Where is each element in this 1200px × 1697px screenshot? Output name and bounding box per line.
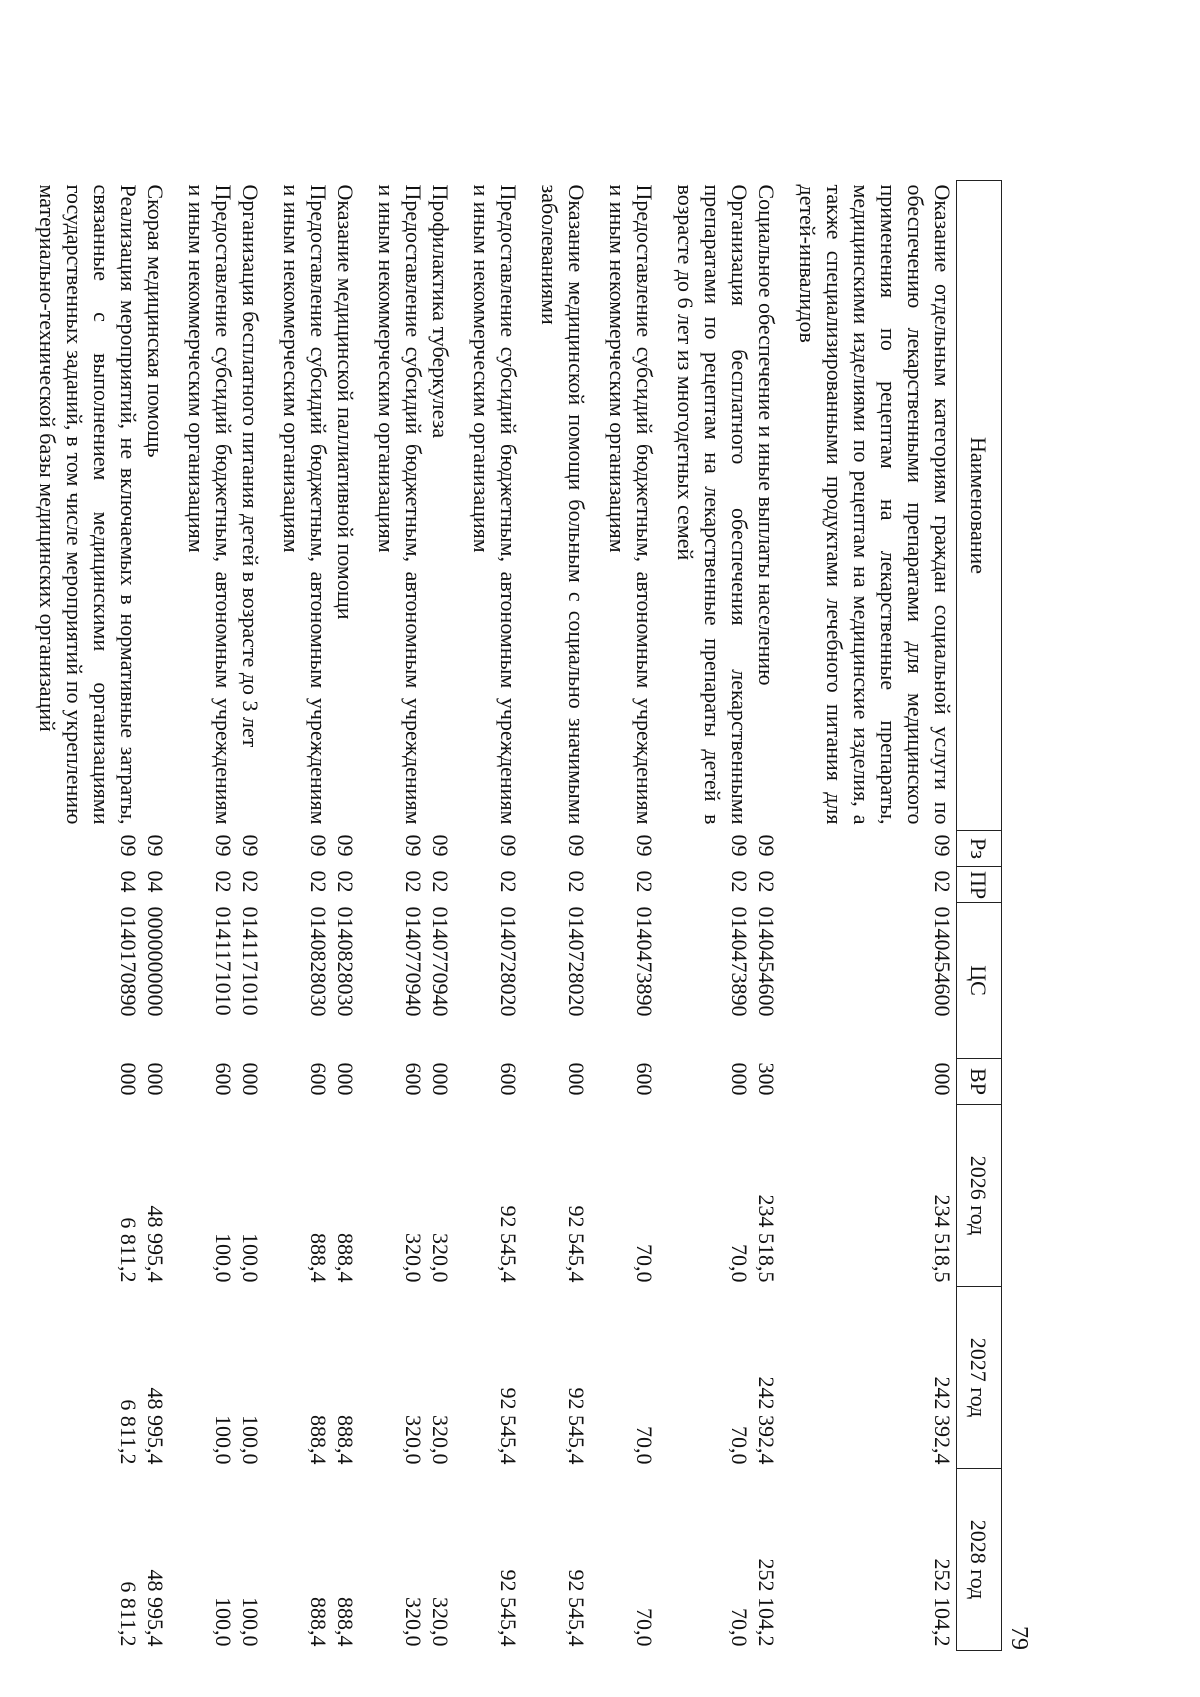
row-value-2026: 92 545,4 xyxy=(496,1205,521,1283)
row-value-2028: 320,0 xyxy=(401,1597,426,1647)
page-number: 79 xyxy=(1006,1626,1032,1650)
row-pr: 04 xyxy=(116,870,141,893)
row-cs: 0140828030 xyxy=(306,906,331,1017)
row-pr: 02 xyxy=(632,870,657,893)
row-name: Предоставление субсидий бюджетным, автономным учреждениям и иным некоммерческим организациям xyxy=(469,184,521,825)
row-rz: 09 xyxy=(401,834,426,857)
row-vr: 600 xyxy=(306,1062,331,1096)
row-name: Предоставление субсидий бюджетным, автономным учреждениям и иным некоммерческим организациям xyxy=(184,184,236,825)
row-rz: 09 xyxy=(211,834,236,857)
row-value-2027: 100,0 xyxy=(211,1415,236,1465)
row-cs: 0140770940 xyxy=(428,906,453,1017)
table-row xyxy=(332,181,359,1651)
row-value-2027: 888,4 xyxy=(306,1415,331,1465)
row-value-2028: 320,0 xyxy=(428,1597,453,1647)
row-value-2028: 100,0 xyxy=(211,1597,236,1647)
row-spacer xyxy=(522,181,536,1651)
row-value-2027: 888,4 xyxy=(333,1415,358,1465)
table-row xyxy=(468,181,522,1651)
row-cs: 0141171010 xyxy=(211,906,236,1016)
row-value-2028: 70,0 xyxy=(632,1608,657,1647)
row-vr: 000 xyxy=(333,1062,358,1096)
row-pr: 02 xyxy=(754,870,779,893)
row-rz: 09 xyxy=(143,834,168,857)
row-spacer xyxy=(169,181,183,1651)
row-value-2027: 100,0 xyxy=(238,1415,263,1465)
row-cs: 0140454600 xyxy=(930,906,955,1017)
row-name: Реализация мероприятий, не включаемых в нормативные затраты, связанные с выполнением медицинскими организациями государственных заданий, в том числе мероприятий по укреплению материально-технической базы медицинских организаций xyxy=(35,184,141,825)
row-cs: 0140770940 xyxy=(401,906,426,1017)
row-spacer xyxy=(454,181,468,1651)
row-value-2026: 100,0 xyxy=(238,1233,263,1283)
row-rz: 09 xyxy=(428,834,453,857)
row-vr: 300 xyxy=(754,1062,779,1096)
row-vr: 600 xyxy=(496,1062,521,1096)
col-header-2028: 2028 год xyxy=(957,1469,1002,1651)
row-vr: 000 xyxy=(428,1062,453,1096)
rotated-page xyxy=(35,170,1032,1660)
row-rz: 09 xyxy=(333,834,358,857)
row-vr: 000 xyxy=(238,1062,263,1096)
row-rz: 09 xyxy=(754,834,779,857)
col-header-2027: 2027 год xyxy=(957,1287,1002,1469)
row-name: Организация бесплатного питания детей в возрасте до 3 лет xyxy=(238,184,263,748)
row-value-2028: 92 545,4 xyxy=(496,1569,521,1647)
row-name: Оказание медицинской помощи больным с социально значимыми заболеваниями xyxy=(537,184,589,825)
row-value-2027: 242 392,4 xyxy=(754,1376,779,1465)
row-cs: 0141171010 xyxy=(238,906,263,1016)
row-cs: 0140728020 xyxy=(496,906,521,1017)
row-value-2026: 70,0 xyxy=(632,1244,657,1283)
row-pr: 02 xyxy=(401,870,426,893)
row-value-2028: 252 104,2 xyxy=(754,1558,779,1647)
row-rz: 09 xyxy=(930,834,955,857)
row-pr: 02 xyxy=(496,870,521,893)
row-pr: 02 xyxy=(238,870,263,893)
row-rz: 09 xyxy=(116,834,141,857)
table-header xyxy=(957,181,1002,1651)
row-rz: 09 xyxy=(238,834,263,857)
col-header-vr: ВР xyxy=(957,1059,1002,1105)
row-pr: 02 xyxy=(930,870,955,893)
row-vr: 600 xyxy=(211,1062,236,1096)
row-rz: 09 xyxy=(496,834,521,857)
row-pr: 04 xyxy=(143,870,168,893)
row-vr: 000 xyxy=(143,1062,168,1096)
row-value-2028: 48 995,4 xyxy=(143,1569,168,1647)
row-vr: 600 xyxy=(401,1062,426,1096)
row-value-2027: 320,0 xyxy=(428,1415,453,1465)
row-name: Социальное обеспечение и иные выплаты населению xyxy=(754,184,779,686)
row-value-2027: 92 545,4 xyxy=(564,1387,589,1465)
row-vr: 600 xyxy=(632,1062,657,1096)
table-row xyxy=(427,181,454,1651)
table-row xyxy=(794,181,957,1651)
row-value-2026: 92 545,4 xyxy=(564,1205,589,1283)
row-name: Оказание медицинской паллиативной помощи xyxy=(333,184,358,620)
row-value-2027: 70,0 xyxy=(727,1426,752,1465)
row-value-2026: 888,4 xyxy=(306,1233,331,1283)
row-pr: 02 xyxy=(333,870,358,893)
row-value-2026: 888,4 xyxy=(333,1233,358,1283)
table-row xyxy=(604,181,658,1651)
row-value-2028: 252 104,2 xyxy=(930,1558,955,1647)
row-value-2028: 70,0 xyxy=(727,1608,752,1647)
table-row xyxy=(237,181,264,1651)
row-value-2028: 100,0 xyxy=(238,1597,263,1647)
row-cs: 0000000000 xyxy=(143,906,168,1017)
row-vr: 000 xyxy=(564,1062,589,1096)
row-name: Организация бесплатного обеспечения лекарственными препаратами по рецептам на лекарственные препараты детей в возрасте до 6 лет из многодетных семей xyxy=(673,184,752,825)
row-cs: 0140473890 xyxy=(727,906,752,1017)
col-header-pr: ПР xyxy=(957,867,1002,903)
table-row xyxy=(142,181,169,1651)
row-value-2026: 48 995,4 xyxy=(143,1205,168,1283)
row-cs: 0140454600 xyxy=(754,906,779,1017)
budget-table xyxy=(34,180,1002,1651)
row-name: Профилактика туберкулеза xyxy=(428,184,453,439)
row-value-2027: 48 995,4 xyxy=(143,1387,168,1465)
row-cs: 0140828030 xyxy=(333,906,358,1017)
row-value-2026: 6 811,2 xyxy=(116,1217,141,1283)
row-pr: 02 xyxy=(306,870,331,893)
table-row xyxy=(536,181,590,1651)
row-spacer xyxy=(780,181,794,1651)
table-row xyxy=(183,181,237,1651)
row-spacer xyxy=(658,181,672,1651)
table-body xyxy=(34,181,957,1651)
row-value-2028: 888,4 xyxy=(333,1597,358,1647)
col-header-name: Наименование xyxy=(957,181,1002,831)
row-vr: 000 xyxy=(727,1062,752,1096)
row-rz: 09 xyxy=(306,834,331,857)
row-spacer xyxy=(359,181,373,1651)
row-cs: 0140170890 xyxy=(116,906,141,1017)
table-row xyxy=(278,181,332,1651)
table-row xyxy=(672,181,753,1651)
row-value-2026: 100,0 xyxy=(211,1233,236,1283)
row-value-2026: 70,0 xyxy=(727,1244,752,1283)
row-value-2027: 320,0 xyxy=(401,1415,426,1465)
table-row xyxy=(373,181,427,1651)
row-value-2026: 320,0 xyxy=(401,1233,426,1283)
row-rz: 09 xyxy=(632,834,657,857)
col-header-cs: ЦС xyxy=(957,903,1002,1059)
row-value-2028: 888,4 xyxy=(306,1597,331,1647)
row-value-2028: 92 545,4 xyxy=(564,1569,589,1647)
row-name: Предоставление субсидий бюджетным, автономным учреждениям и иным некоммерческим организациям xyxy=(374,184,426,825)
row-name: Скорая медицинская помощь xyxy=(143,184,168,458)
row-value-2027: 6 811,2 xyxy=(116,1399,141,1465)
col-header-rz: Рз xyxy=(957,831,1002,867)
row-cs: 0140728020 xyxy=(564,906,589,1017)
row-cs: 0140473890 xyxy=(632,906,657,1017)
row-name: Предоставление субсидий бюджетным, автономным учреждениям и иным некоммерческим организациям xyxy=(279,184,331,825)
row-pr: 02 xyxy=(727,870,752,893)
row-rz: 09 xyxy=(564,834,589,857)
row-value-2026: 320,0 xyxy=(428,1233,453,1283)
table-row xyxy=(753,181,780,1651)
row-spacer xyxy=(264,181,278,1651)
row-pr: 02 xyxy=(428,870,453,893)
row-value-2027: 242 392,4 xyxy=(930,1376,955,1465)
row-value-2028: 6 811,2 xyxy=(116,1581,141,1647)
col-header-2026: 2026 год xyxy=(957,1105,1002,1287)
row-pr: 02 xyxy=(564,870,589,893)
row-pr: 02 xyxy=(211,870,236,893)
row-name: Предоставление субсидий бюджетным, автономным учреждениям и иным некоммерческим организациям xyxy=(605,184,657,825)
row-name: Оказание отдельным категориям граждан социальной услуги по обеспечению лекарственными препаратами для медицинского применения по рецептам на лекарственные препараты, медицинскими изделиями по рецептам на медицинские изделия, а также специализированными продуктами лечебного питания для детей-инвалидов xyxy=(795,184,955,825)
row-value-2027: 92 545,4 xyxy=(496,1387,521,1465)
row-vr: 000 xyxy=(116,1062,141,1096)
row-value-2026: 234 518,5 xyxy=(754,1194,779,1283)
row-rz: 09 xyxy=(727,834,752,857)
row-value-2026: 234 518,5 xyxy=(930,1194,955,1283)
table-row xyxy=(34,181,142,1651)
row-vr: 000 xyxy=(930,1062,955,1096)
row-spacer xyxy=(590,181,604,1651)
row-value-2027: 70,0 xyxy=(632,1426,657,1465)
